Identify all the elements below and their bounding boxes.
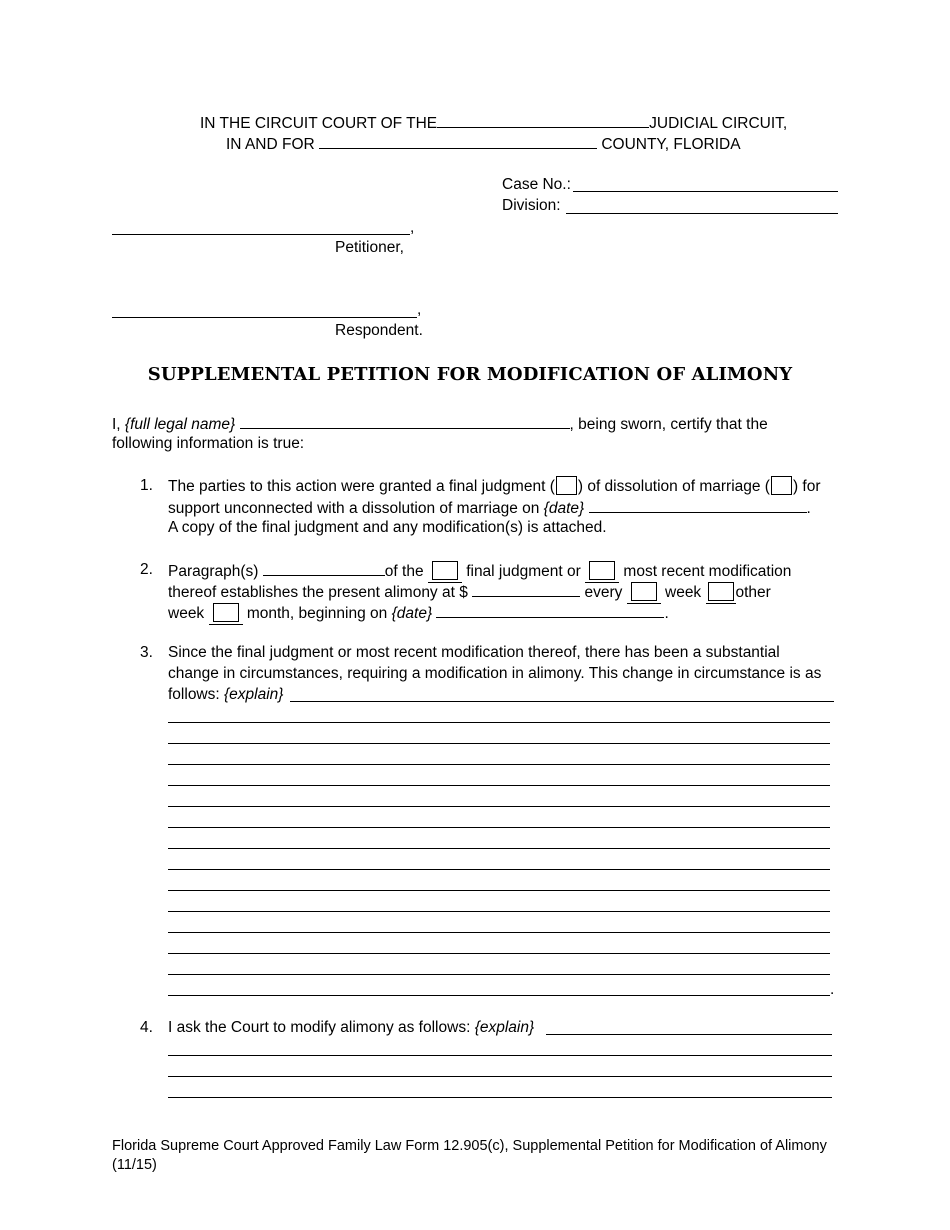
- modification-request-line[interactable]: [168, 1055, 832, 1056]
- most-recent-modification-checkbox[interactable]: [589, 561, 615, 580]
- change-explanation-line[interactable]: [168, 890, 830, 891]
- respondent-comma: ,: [417, 301, 422, 318]
- item4-number: 4.: [140, 1019, 153, 1036]
- item3-number: 3.: [140, 644, 153, 661]
- item4-line1: I ask the Court to modify alimony as follows: {explain}: [168, 1019, 535, 1036]
- change-explanation-line[interactable]: [168, 848, 830, 849]
- division-field[interactable]: [566, 213, 838, 214]
- change-explanation-line[interactable]: [168, 785, 830, 786]
- county-field[interactable]: [319, 133, 597, 149]
- final-judgment-checkbox[interactable]: [432, 561, 458, 580]
- change-explanation-line[interactable]: [168, 995, 830, 996]
- change-explanation-line[interactable]: [290, 701, 834, 702]
- intro-line1: I, {full legal name} , being sworn, certify that the: [112, 413, 768, 435]
- final-judgment-dissolution-checkbox[interactable]: [556, 476, 577, 495]
- intro-line2: following information is true:: [112, 435, 305, 452]
- change-explanation-line[interactable]: [168, 911, 830, 912]
- change-explanation-line[interactable]: [168, 764, 830, 765]
- petitioner-label: Petitioner,: [335, 239, 404, 256]
- modification-request-line[interactable]: [546, 1034, 832, 1035]
- paragraph-number-field[interactable]: [263, 560, 385, 576]
- item3-period: .: [830, 981, 835, 998]
- court-header-line2: IN AND FOR COUNTY, FLORIDA: [226, 133, 741, 155]
- respondent-label: Respondent.: [335, 322, 423, 339]
- item1-number: 1.: [140, 477, 153, 494]
- case-no-label: Case No.:: [502, 176, 571, 193]
- alimony-amount-field[interactable]: [472, 581, 580, 597]
- footer-revision-date: (11/15): [112, 1157, 157, 1173]
- change-explanation-line[interactable]: [168, 722, 830, 723]
- item2-line1: Paragraph(s) of the final judgment or most recent modification: [168, 560, 791, 583]
- change-explanation-line[interactable]: [168, 953, 830, 954]
- court-header-line1: IN THE CIRCUIT COURT OF THE JUDICIAL CIRCUIT,: [200, 112, 787, 134]
- item3-line2: change in circumstances, requiring a modification in alimony. This change in circumstance is as: [168, 665, 822, 682]
- item3-line1: Since the final judgment or most recent modification thereof, there has been a substantial: [168, 644, 780, 661]
- petitioner-name-field[interactable]: [112, 234, 410, 235]
- case-no-field[interactable]: [573, 191, 838, 192]
- change-explanation-line[interactable]: [168, 932, 830, 933]
- petitioner-comma: ,: [410, 219, 415, 236]
- item2-line2: thereof establishes the present alimony at $ every week other: [168, 581, 771, 604]
- item1-line2: support unconnected with a dissolution of marriage on {date} .: [168, 497, 811, 519]
- item2-number: 2.: [140, 561, 153, 578]
- division-label: Division:: [502, 197, 561, 214]
- change-explanation-line[interactable]: [168, 827, 830, 828]
- change-explanation-line[interactable]: [168, 974, 830, 975]
- full-legal-name-field[interactable]: [240, 413, 570, 429]
- judicial-circuit-field[interactable]: [437, 112, 649, 128]
- item1-line3: A copy of the final judgment and any modification(s) is attached.: [168, 519, 607, 536]
- modification-request-line[interactable]: [168, 1097, 832, 1098]
- item1-line1: The parties to this action were granted a final judgment ( ) of dissolution of marriage ( ) for: [168, 478, 821, 495]
- judgment-date-field[interactable]: [589, 497, 807, 513]
- alimony-start-date-field[interactable]: [436, 602, 664, 618]
- every-week-checkbox[interactable]: [631, 582, 657, 601]
- support-unconnected-checkbox[interactable]: [771, 476, 792, 495]
- modification-request-line[interactable]: [168, 1076, 832, 1077]
- item2-line3: week month, beginning on {date} .: [168, 602, 669, 625]
- footer-form-citation: Florida Supreme Court Approved Family Law Form 12.905(c), Supplemental Petition for Modification of Alimony: [112, 1138, 827, 1154]
- form-title: SUPPLEMENTAL PETITION FOR MODIFICATION OF ALIMONY: [147, 364, 793, 385]
- respondent-name-field[interactable]: [112, 317, 417, 318]
- every-other-week-checkbox[interactable]: [708, 582, 734, 601]
- every-month-checkbox[interactable]: [213, 603, 239, 622]
- change-explanation-line[interactable]: [168, 743, 830, 744]
- item3-line3: follows: {explain}: [168, 686, 284, 703]
- change-explanation-line[interactable]: [168, 806, 830, 807]
- change-explanation-line[interactable]: [168, 869, 830, 870]
